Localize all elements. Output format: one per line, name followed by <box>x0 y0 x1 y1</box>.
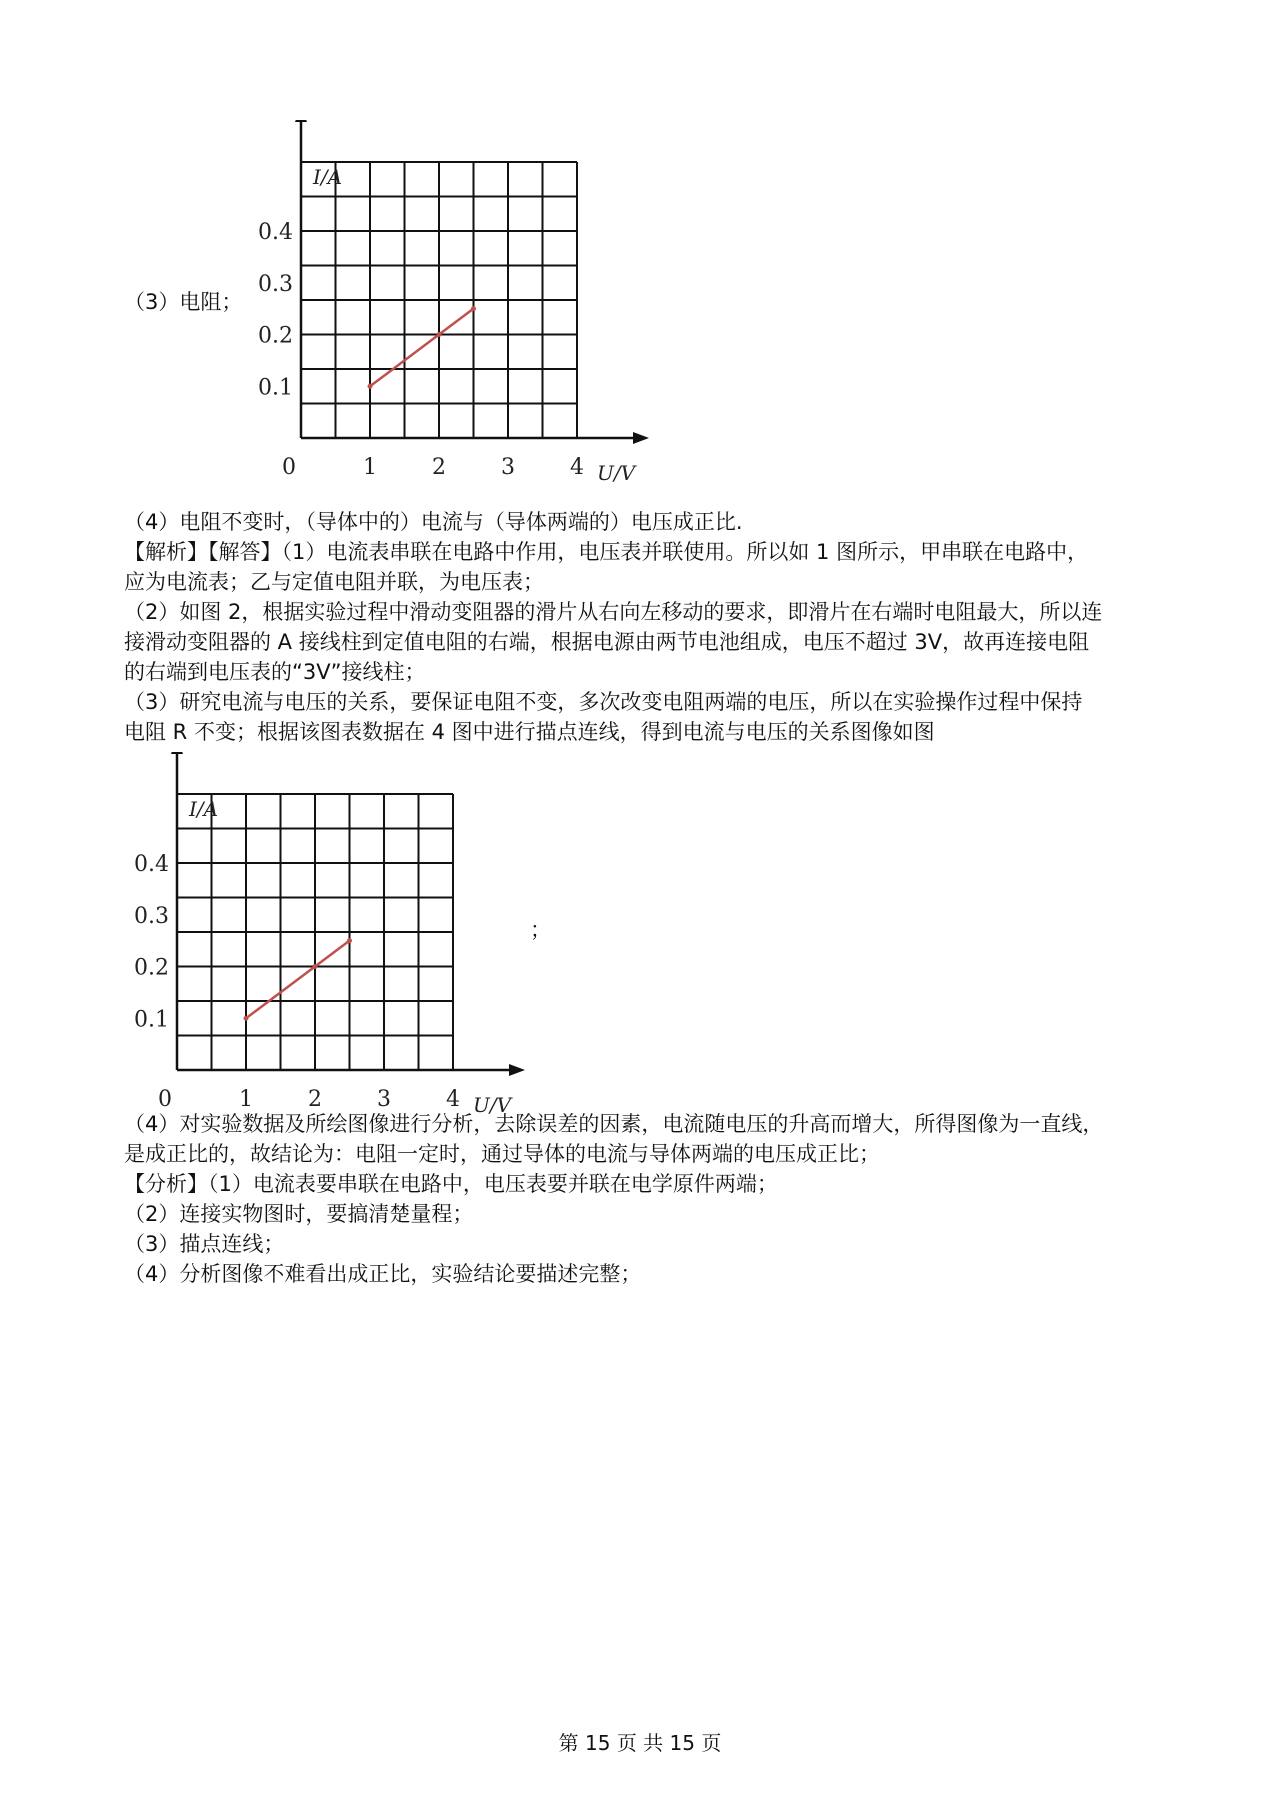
x-axis-label: U/V <box>473 1093 512 1117</box>
chart-1-svg <box>246 120 656 485</box>
analysis-heading-line: 【解析】【解答】（1）电流表串联在电路中作用，电压表并联使用。所以如 1 图所示，甲串联在电路中， <box>124 540 1089 564</box>
paragraph-3-line-2: 电阻 R 不变；根据该图表数据在 4 图中进行描点连线，得到电流与电压的关系图像如图 <box>124 720 935 744</box>
summary-line-4: （4）分析图像不难看出成正比，实验结论要描述完整； <box>124 1262 642 1286</box>
y-tick-label: 0.3 <box>134 903 169 929</box>
x-tick-label: 4 <box>446 1087 460 1112</box>
x-axis-arrow <box>509 1064 525 1076</box>
y-tick-label: 0.2 <box>134 955 169 981</box>
paragraph-2-line-1: （2）如图 2，根据实验过程中滑动变阻器的滑片从右向左移动的要求，即滑片在右端时电阻最大，所以连 <box>124 600 1103 624</box>
current-voltage-chart-1 <box>246 120 656 485</box>
summary-line-1: 【分析】（1）电流表要串联在电路中，电压表要并联在电学原件两端； <box>124 1172 778 1196</box>
y-tick-label: 0.3 <box>258 271 293 297</box>
y-tick-label: 0.4 <box>258 220 293 245</box>
y-axis-label: I/A <box>313 165 343 189</box>
data-point <box>471 306 476 311</box>
summary-line-3: （3）描点连线； <box>124 1232 285 1256</box>
paragraph-4-line-1: （4）对实验数据及所绘图像进行分析，去除误差的因素，电流随电压的升高而增大，所得图像为一直线， <box>124 1112 1104 1136</box>
data-point <box>368 384 373 389</box>
answer-4-text: （4）电阻不变时，（导体中的）电流与（导体两端的）电压成正比. <box>124 510 743 534</box>
y-tick-label: 0.4 <box>134 852 169 877</box>
x-tick-label: 2 <box>432 455 446 480</box>
x-tick-label: 3 <box>377 1087 391 1112</box>
chart-2-semicolon: ； <box>530 918 551 942</box>
paragraph-2-line-3: 的右端到电压表的“3V”接线柱； <box>124 660 426 684</box>
series-line <box>370 309 474 387</box>
x-axis-arrow <box>633 432 649 444</box>
summary-line-2: （2）连接实物图时，要搞清楚量程； <box>124 1202 474 1226</box>
data-point <box>244 1016 249 1021</box>
series-line <box>246 941 350 1019</box>
answer-3-label: （3）电阻； <box>124 290 243 314</box>
x-tick-label: 2 <box>308 1087 322 1112</box>
paragraph-2-line-2: 接滑动变阻器的 A 接线柱到定值电阻的右端，根据电源由两节电池组成，电压不超过 3V，故再连接电阻 <box>124 630 1090 654</box>
analysis-text-line: 应为电流表；乙与定值电阻并联，为电压表； <box>124 570 544 594</box>
y-tick-label: 0.2 <box>258 323 293 349</box>
x-tick-label: 0 <box>282 455 296 480</box>
y-tick-label: 0.1 <box>258 375 293 401</box>
x-tick-label: 1 <box>239 1087 253 1112</box>
data-point <box>313 964 318 969</box>
chart-2-svg <box>122 752 532 1117</box>
y-axis-arrow <box>295 120 307 122</box>
paragraph-4-line-2: 是成正比的，故结论为：电阻一定时，通过导体的电流与导体两端的电压成正比； <box>124 1142 880 1166</box>
data-point <box>437 332 442 337</box>
paragraph-3-line-1: （3）研究电流与电压的关系，要保证电阻不变，多次改变电阻两端的电压，所以在实验操作过程中保持 <box>124 690 1083 714</box>
x-tick-label: 4 <box>570 455 584 480</box>
x-tick-label: 3 <box>501 455 515 480</box>
x-axis-label: U/V <box>597 461 636 485</box>
y-axis-arrow <box>171 752 183 754</box>
data-point <box>347 938 352 943</box>
current-voltage-chart-2 <box>122 752 532 1117</box>
y-tick-label: 0.1 <box>134 1007 169 1033</box>
y-axis-label: I/A <box>189 797 219 821</box>
x-tick-label: 1 <box>363 455 377 480</box>
x-tick-label: 0 <box>158 1087 172 1112</box>
page-footer: 第 15 页 共 15 页 <box>558 1731 722 1755</box>
